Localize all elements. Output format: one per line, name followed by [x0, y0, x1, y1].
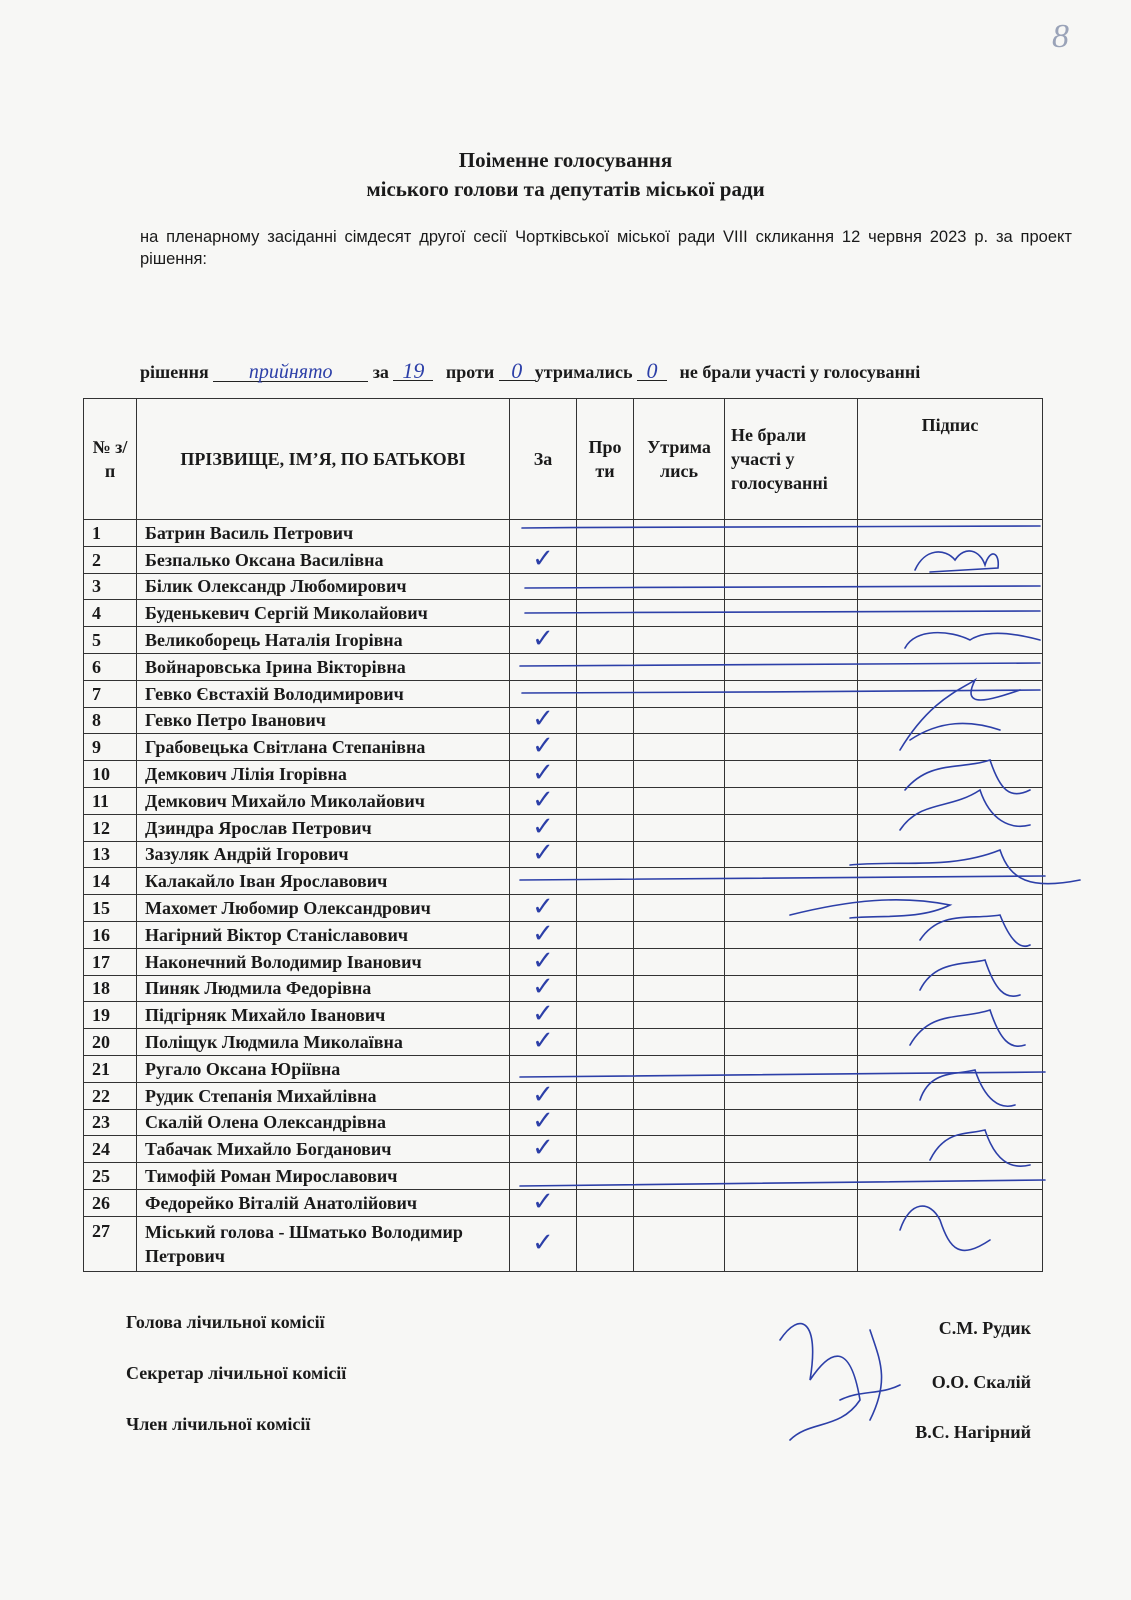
- table-row: [84, 546, 1043, 573]
- table-row: [84, 1216, 1043, 1271]
- row-number: 11: [84, 787, 137, 814]
- row-number: 7: [84, 680, 137, 707]
- vote-abstain-cell: [634, 1082, 725, 1109]
- table-row: [84, 627, 1043, 654]
- row-number: 5: [84, 627, 137, 654]
- member-full-name: Рудик Степанія Михайлівна: [137, 1082, 510, 1109]
- signature-cell: [858, 1055, 1043, 1082]
- row-number: 17: [84, 948, 137, 975]
- voting-table: [83, 398, 1043, 1272]
- vote-for-cell: [510, 1055, 577, 1082]
- vote-against-cell: [577, 520, 634, 547]
- vote-for-cell: [510, 811, 577, 842]
- vote-abstain-cell: [634, 1136, 725, 1163]
- vote-abstain-cell: [634, 814, 725, 841]
- no-participation-cell: [725, 546, 858, 573]
- vote-for-cell: [510, 731, 577, 762]
- vote-against-cell: [577, 1216, 634, 1271]
- signature-cell: [858, 707, 1043, 734]
- vote-for-cell: [510, 1163, 577, 1190]
- member-full-name: Буденькевич Сергій Миколайович: [137, 600, 510, 627]
- vote-for-cell: [510, 680, 577, 707]
- table-row: [84, 761, 1043, 788]
- table-row: [84, 680, 1043, 707]
- vote-against-cell: [577, 1136, 634, 1163]
- vote-for-cell: [510, 758, 577, 789]
- vote-abstain-cell: [634, 948, 725, 975]
- table-row: [84, 573, 1043, 600]
- no-participation-cell: [725, 520, 858, 547]
- table-row: [84, 921, 1043, 948]
- vote-for-cell: [510, 1133, 577, 1164]
- header-for: За: [510, 399, 577, 520]
- no-participation-cell: [725, 707, 858, 734]
- vote-against-cell: [577, 761, 634, 788]
- table-row: [84, 653, 1043, 680]
- vote-against-cell: [577, 680, 634, 707]
- table-row: [84, 520, 1043, 547]
- table-row: [84, 841, 1043, 868]
- vote-for-cell: [510, 1079, 577, 1110]
- vote-against-cell: [577, 1082, 634, 1109]
- check-mark-icon: ✓: [532, 999, 554, 1030]
- no-participation-cell: [725, 653, 858, 680]
- row-number: 13: [84, 841, 137, 868]
- signature-cell: [858, 1163, 1043, 1190]
- vote-for-cell: [510, 520, 577, 547]
- vote-against-cell: [577, 814, 634, 841]
- check-mark-icon: ✓: [532, 1227, 554, 1258]
- signature-cell: [858, 627, 1043, 654]
- header-signature: Підпис: [858, 399, 1043, 520]
- member-full-name: Підгірняк Михайло Іванович: [137, 1002, 510, 1029]
- signature-scribble: [780, 1324, 860, 1440]
- vote-against-cell: [577, 1055, 634, 1082]
- row-number: 16: [84, 921, 137, 948]
- signature-cell: [858, 761, 1043, 788]
- signature-cell: [858, 734, 1043, 761]
- no-participation-cell: [725, 600, 858, 627]
- row-number: 1: [84, 520, 137, 547]
- row-number: 25: [84, 1163, 137, 1190]
- vote-abstain-cell: [634, 1002, 725, 1029]
- vote-against-cell: [577, 1002, 634, 1029]
- member-full-name: Пиняк Людмила Федорівна: [137, 975, 510, 1002]
- member-full-name: Скалій Олена Олександрівна: [137, 1109, 510, 1136]
- decision-label: рішення: [140, 362, 209, 382]
- member-full-name: Дзиндра Ярослав Петрович: [137, 814, 510, 841]
- signature-cell: [858, 948, 1043, 975]
- vote-against-cell: [577, 707, 634, 734]
- member-full-name: Гевко Євстахій Володимирович: [137, 680, 510, 707]
- table-row: [84, 1082, 1043, 1109]
- member-full-name: Наконечний Володимир Іванович: [137, 948, 510, 975]
- vote-abstain-cell: [634, 895, 725, 922]
- check-mark-icon: ✓: [532, 543, 554, 574]
- vote-against-cell: [577, 546, 634, 573]
- header-name: ПРІЗВИЩЕ, ІМ’Я, ПО БАТЬКОВІ: [137, 399, 510, 520]
- vote-for-cell: [510, 573, 577, 600]
- document-subtitle: міського голови та депутатів міської ради: [366, 177, 765, 201]
- member-name: В.С. Нагірний: [915, 1422, 1031, 1442]
- vote-against-cell: [577, 975, 634, 1002]
- row-number: 9: [84, 734, 137, 761]
- signature-cell: [858, 600, 1043, 627]
- check-mark-icon: ✓: [532, 624, 554, 655]
- decision-value: прийнято: [213, 363, 368, 382]
- header-no-participation: Не брали участі у голосуванні: [725, 399, 858, 520]
- vote-against-cell: [577, 1029, 634, 1056]
- vote-abstain-cell: [634, 734, 725, 761]
- no-participation-cell: [725, 1163, 858, 1190]
- vote-against-cell: [577, 573, 634, 600]
- vote-abstain-cell: [634, 1189, 725, 1216]
- member-full-name: Табачак Михайло Богданович: [137, 1136, 510, 1163]
- vote-abstain-cell: [634, 1029, 725, 1056]
- vote-for-cell: [510, 1026, 577, 1057]
- signature-cell: [858, 921, 1043, 948]
- check-mark-icon: ✓: [532, 892, 554, 923]
- row-number: 12: [84, 814, 137, 841]
- signature-cell: [858, 975, 1043, 1002]
- member-full-name: Батрин Василь Петрович: [137, 520, 510, 547]
- row-number: 22: [84, 1082, 137, 1109]
- counting-commission-member-label: Член лічильної комісії: [126, 1414, 311, 1434]
- no-participation-cell: [725, 1109, 858, 1136]
- check-mark-icon: ✓: [532, 1026, 554, 1057]
- vote-for-cell: [510, 999, 577, 1030]
- signature-cell: [858, 814, 1043, 841]
- no-participation-cell: [725, 573, 858, 600]
- table-row: [84, 948, 1043, 975]
- vote-against-cell: [577, 1189, 634, 1216]
- counting-commission-secretary-label: Секретар лічильної комісії: [126, 1363, 347, 1383]
- row-number: 6: [84, 653, 137, 680]
- vote-against-cell: [577, 653, 634, 680]
- vote-abstain-cell: [634, 546, 725, 573]
- vote-abstain-cell: [634, 787, 725, 814]
- member-full-name: Ругало Оксана Юріївна: [137, 1055, 510, 1082]
- no-participation-cell: [725, 868, 858, 895]
- check-mark-icon: ✓: [532, 704, 554, 735]
- vote-against-cell: [577, 1163, 634, 1190]
- vote-abstain-cell: [634, 520, 725, 547]
- no-participation-cell: [725, 895, 858, 922]
- vote-for-cell: [510, 624, 577, 655]
- document-title: Поіменне голосування: [458, 148, 673, 172]
- header-against: Про ти: [577, 399, 634, 520]
- table-row: [84, 600, 1043, 627]
- signature-cell: [858, 573, 1043, 600]
- vote-for-cell: [510, 892, 577, 923]
- vote-abstain-cell: [634, 868, 725, 895]
- vote-abstain-cell: [634, 841, 725, 868]
- row-number: 20: [84, 1029, 137, 1056]
- row-number: 14: [84, 868, 137, 895]
- signature-cell: [858, 1216, 1043, 1271]
- row-number: 15: [84, 895, 137, 922]
- signature-cell: [858, 653, 1043, 680]
- vote-abstain-cell: [634, 600, 725, 627]
- table-row: [84, 787, 1043, 814]
- vote-for-cell: [510, 838, 577, 869]
- no-participation-cell: [725, 627, 858, 654]
- no-participation-cell: [725, 734, 858, 761]
- table-row: [84, 975, 1043, 1002]
- row-number: 2: [84, 546, 137, 573]
- vote-for-cell: [510, 945, 577, 976]
- vote-against-cell: [577, 948, 634, 975]
- no-participation-cell: [725, 1216, 858, 1271]
- secretary-name: О.О. Скалій: [931, 1372, 1031, 1392]
- signature-cell: [858, 1136, 1043, 1163]
- signature-cell: [858, 680, 1043, 707]
- signature-cell: [858, 1002, 1043, 1029]
- table-row: [84, 707, 1043, 734]
- no-participation-cell: [725, 921, 858, 948]
- table-row: [84, 1029, 1043, 1056]
- member-full-name: Калакайло Іван Ярославович: [137, 868, 510, 895]
- vote-abstain-cell: [634, 1163, 725, 1190]
- member-full-name: Демкович Михайло Миколайович: [137, 787, 510, 814]
- header-num: № з/п: [84, 399, 137, 520]
- signature-cell: [858, 1189, 1043, 1216]
- vote-for-cell: [510, 600, 577, 627]
- for-value: 19: [393, 362, 433, 381]
- vote-abstain-cell: [634, 1216, 725, 1271]
- against-value: 0: [499, 362, 535, 381]
- check-mark-icon: ✓: [532, 731, 554, 762]
- for-label: за: [372, 362, 389, 382]
- member-full-name: Грабовецька Світлана Степанівна: [137, 734, 510, 761]
- signature-cell: [858, 1082, 1043, 1109]
- table-row: [84, 1109, 1043, 1136]
- vote-abstain-cell: [634, 975, 725, 1002]
- no-participation-cell: [725, 1055, 858, 1082]
- check-mark-icon: ✓: [532, 972, 554, 1003]
- row-number: 10: [84, 761, 137, 788]
- row-number: 3: [84, 573, 137, 600]
- no-participation-label: не брали участі у голосуванні: [679, 362, 921, 382]
- row-number: 24: [84, 1136, 137, 1163]
- check-mark-icon: ✓: [532, 784, 554, 815]
- row-number: 4: [84, 600, 137, 627]
- against-label: проти: [445, 362, 495, 382]
- table-row: [84, 1055, 1043, 1082]
- vote-for-cell: [510, 972, 577, 1003]
- table-row: [84, 1136, 1043, 1163]
- signature-cell: [858, 1109, 1043, 1136]
- no-participation-cell: [725, 1082, 858, 1109]
- intro-text: на пленарному засіданні сімдесят другої сесії Чортківської міської ради VIII скликання 12 червня 2023 р. за проект рішення:: [140, 228, 1072, 268]
- member-full-name: Войнаровська Ірина Вікторівна: [137, 653, 510, 680]
- no-participation-cell: [725, 841, 858, 868]
- no-participation-cell: [725, 1002, 858, 1029]
- vote-for-cell: [510, 543, 577, 574]
- row-number: 8: [84, 707, 137, 734]
- vote-for-cell: [510, 1216, 577, 1271]
- check-mark-icon: ✓: [532, 1079, 554, 1110]
- vote-against-cell: [577, 841, 634, 868]
- member-full-name: Безпалько Оксана Василівна: [137, 546, 510, 573]
- no-participation-cell: [725, 814, 858, 841]
- member-full-name: Демкович Лілія Ігорівна: [137, 761, 510, 788]
- vote-against-cell: [577, 868, 634, 895]
- page-number: 8: [1052, 18, 1069, 55]
- vote-for-cell: [510, 784, 577, 815]
- table-row: [84, 895, 1043, 922]
- vote-for-cell: [510, 704, 577, 735]
- vote-against-cell: [577, 921, 634, 948]
- check-mark-icon: ✓: [532, 945, 554, 976]
- no-participation-cell: [725, 787, 858, 814]
- member-full-name: Міський голова - Шматько Володимир Петрович: [137, 1216, 510, 1271]
- abstain-label: утримались: [534, 362, 633, 382]
- vote-abstain-cell: [634, 1109, 725, 1136]
- table-row: [84, 734, 1043, 761]
- signature-scribble: [840, 1330, 900, 1420]
- vote-for-cell: [510, 918, 577, 949]
- row-number: 23: [84, 1109, 137, 1136]
- result-line: [140, 358, 921, 383]
- signature-cell: [858, 841, 1043, 868]
- member-full-name: Нагірний Віктор Станіславович: [137, 921, 510, 948]
- vote-for-cell: [510, 1186, 577, 1217]
- vote-against-cell: [577, 787, 634, 814]
- check-mark-icon: ✓: [532, 758, 554, 789]
- row-number: 21: [84, 1055, 137, 1082]
- table-row: [84, 1163, 1043, 1190]
- signature-cell: [858, 1029, 1043, 1056]
- member-full-name: Федорейко Віталій Анатолійович: [137, 1189, 510, 1216]
- member-full-name: Гевко Петро Іванович: [137, 707, 510, 734]
- table-header-row: [84, 399, 1043, 520]
- member-full-name: Великоборець Наталія Ігорівна: [137, 627, 510, 654]
- check-mark-icon: ✓: [532, 1133, 554, 1164]
- vote-against-cell: [577, 627, 634, 654]
- no-participation-cell: [725, 1029, 858, 1056]
- check-mark-icon: ✓: [532, 838, 554, 869]
- signature-cell: [858, 895, 1043, 922]
- row-number: 19: [84, 1002, 137, 1029]
- member-full-name: Білик Олександр Любомирович: [137, 573, 510, 600]
- vote-against-cell: [577, 734, 634, 761]
- table-row: [84, 1189, 1043, 1216]
- no-participation-cell: [725, 761, 858, 788]
- vote-abstain-cell: [634, 1055, 725, 1082]
- member-full-name: Махомет Любомир Олександрович: [137, 895, 510, 922]
- header-abstain: Утрима лись: [634, 399, 725, 520]
- member-full-name: Зазуляк Андрій Ігорович: [137, 841, 510, 868]
- signature-cell: [858, 787, 1043, 814]
- table-row: [84, 814, 1043, 841]
- vote-against-cell: [577, 895, 634, 922]
- vote-for-cell: [510, 1106, 577, 1137]
- vote-abstain-cell: [634, 707, 725, 734]
- member-full-name: Тимофій Роман Мирославович: [137, 1163, 510, 1190]
- counting-commission-chair-label: Голова лічильної комісії: [126, 1312, 325, 1332]
- check-mark-icon: ✓: [532, 1106, 554, 1137]
- check-mark-icon: ✓: [532, 1186, 554, 1217]
- vote-abstain-cell: [634, 680, 725, 707]
- chair-name: С.М. Рудик: [938, 1318, 1031, 1338]
- no-participation-cell: [725, 975, 858, 1002]
- signature-cell: [858, 546, 1043, 573]
- signature-cell: [858, 520, 1043, 547]
- signature-cell: [858, 868, 1043, 895]
- no-participation-cell: [725, 680, 858, 707]
- table-row: [84, 1002, 1043, 1029]
- vote-abstain-cell: [634, 761, 725, 788]
- abstain-value: 0: [637, 362, 667, 381]
- vote-abstain-cell: [634, 653, 725, 680]
- vote-abstain-cell: [634, 921, 725, 948]
- row-number: 18: [84, 975, 137, 1002]
- check-mark-icon: ✓: [532, 918, 554, 949]
- row-number: 27: [84, 1216, 137, 1271]
- vote-against-cell: [577, 600, 634, 627]
- no-participation-cell: [725, 1136, 858, 1163]
- no-participation-cell: [725, 948, 858, 975]
- table-row: [84, 868, 1043, 895]
- vote-for-cell: [510, 653, 577, 680]
- no-participation-cell: [725, 1189, 858, 1216]
- member-full-name: Поліщук Людмила Миколаївна: [137, 1029, 510, 1056]
- vote-for-cell: [510, 868, 577, 895]
- check-mark-icon: ✓: [532, 811, 554, 842]
- vote-against-cell: [577, 1109, 634, 1136]
- vote-abstain-cell: [634, 573, 725, 600]
- vote-abstain-cell: [634, 627, 725, 654]
- row-number: 26: [84, 1189, 137, 1216]
